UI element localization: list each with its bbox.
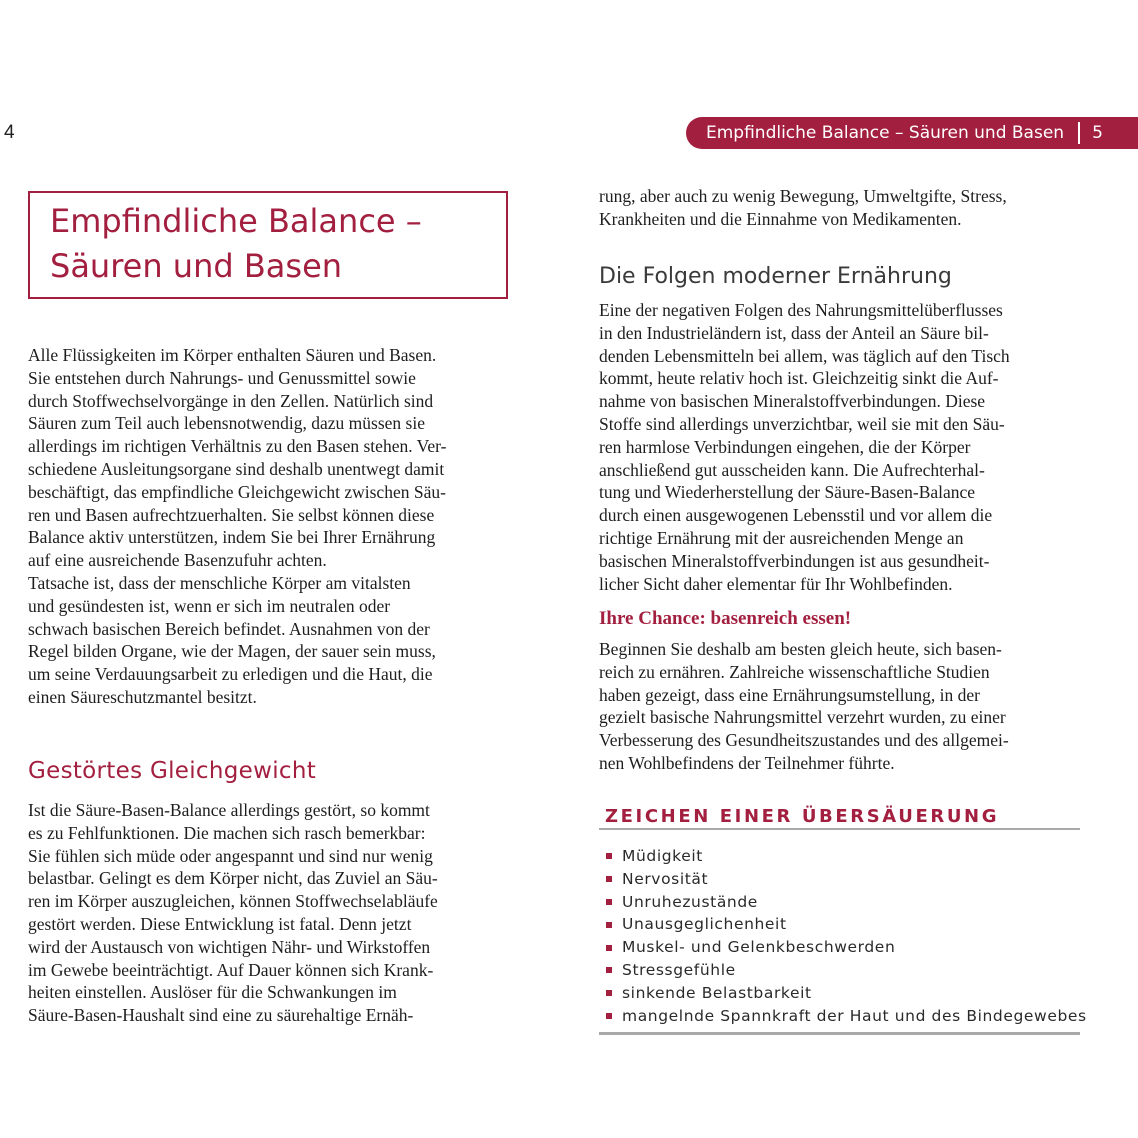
square-bullet-icon xyxy=(606,1013,612,1019)
symptom-box-bottom-rule xyxy=(599,1032,1080,1035)
text-line: ren im Körper auszugleichen, können Stoffwechselabläufe xyxy=(28,891,438,912)
square-bullet-icon xyxy=(606,853,612,859)
text-line: um seine Verdauungsarbeit zu erledigen und die Haut, die xyxy=(28,664,433,685)
text-line: Tatsache ist, dass der menschliche Körper am vitalsten xyxy=(28,572,411,593)
heading-gestoertes-gleichgewicht: Gestörtes Gleichgewicht xyxy=(28,758,317,784)
text-line: in den Industrieländern ist, dass der Anteil an Säure bil- xyxy=(599,322,989,343)
text-line: wird der Austausch von wichtigen Nähr- und Wirkstoffen xyxy=(28,936,431,957)
chapter-title-line: Empfindliche Balance – xyxy=(50,202,422,240)
text-line: Stoffe sind allerdings unverzichtbar, weil sie mit den Säu- xyxy=(599,413,1005,434)
heading-folgen-moderner-ernaehrung: Die Folgen moderner Ernährung xyxy=(599,264,952,289)
list-item xyxy=(606,1005,1087,1028)
text-line: im Gewebe beeinträchtigt. Auf Dauer können sich Krank- xyxy=(28,959,434,980)
text-line: anschließend gut ausscheiden kann. Die Aufrechterhal- xyxy=(599,459,985,480)
list-item xyxy=(606,936,1087,959)
text-line: Beginnen Sie deshalb am besten gleich heute, sich basen- xyxy=(599,639,1002,659)
text-line: schwach basischen Bereich befindet. Ausnahmen von der xyxy=(28,618,430,639)
text-line: nahme von basischen Mineralstoffverbindungen. Diese xyxy=(599,391,986,412)
symptom-box-title: ZEICHEN EINER ÜBERSÄUERUNG xyxy=(605,806,1000,827)
text-line: und gesündesten ist, wenn er sich im neutralen oder xyxy=(28,595,391,616)
list-item xyxy=(606,868,1087,891)
list-item-label: Nervosität xyxy=(622,869,709,888)
list-item-label: Stressgefühle xyxy=(622,960,736,979)
list-item-label: Unausgeglichenheit xyxy=(622,915,787,934)
square-bullet-icon xyxy=(606,945,612,951)
text-line: heiten einstellen. Auslöser für die Schwankungen im xyxy=(28,982,397,1003)
text-line: Verbesserung des Gesundheitszustandes und des allgemei- xyxy=(599,730,1009,751)
text-line: reich zu ernähren. Zahlreiche wissenschaftliche Studien xyxy=(599,661,990,682)
text-line: einen Säureschutzmantel besitzt. xyxy=(28,686,257,707)
list-item-label: sinkende Belastbarkeit xyxy=(622,983,812,1002)
text-line: Regel bilden Organe, wie der Magen, der sauer sein muss, xyxy=(28,641,436,662)
text-line: Sie fühlen sich müde oder angespannt und sind nur wenig xyxy=(28,845,433,866)
text-line: haben gezeigt, dass eine Ernährungsumstellung, in der xyxy=(599,684,981,705)
symptom-box-heading xyxy=(599,806,1080,830)
text-line: allerdings im richtigen Verhältnis zu den Basen stehen. Ver- xyxy=(28,436,447,457)
list-item-label: mangelnde Spannkraft der Haut und des Bindegewebes xyxy=(622,1006,1087,1025)
square-bullet-icon xyxy=(606,876,612,882)
heading-ihre-chance: Ihre Chance: basenreich essen! xyxy=(599,608,852,629)
text-line: richtige Ernährung mit der ausreichenden Menge an xyxy=(599,527,964,548)
text-line: rung, aber auch zu wenig Bewegung, Umweltgifte, Stress, xyxy=(599,186,1007,206)
list-item xyxy=(606,959,1087,982)
chapter-title xyxy=(50,199,422,289)
text-line: ren und Basen aufrechtzuerhalten. Sie selbst können diese xyxy=(28,504,435,525)
text-line: belastbar. Gelingt es dem Körper nicht, das Zuviel an Säu- xyxy=(28,868,438,889)
intro-paragraph xyxy=(28,344,446,709)
continued-paragraph xyxy=(599,185,1007,231)
square-bullet-icon xyxy=(606,967,612,973)
list-item xyxy=(606,845,1087,868)
list-item xyxy=(606,982,1087,1005)
text-line: Ist die Säure-Basen-Balance allerdings gestört, so kommt xyxy=(28,800,430,820)
list-item xyxy=(606,913,1087,936)
running-header-title: Empfindliche Balance – Säuren und Basen xyxy=(706,123,1065,143)
square-bullet-icon xyxy=(606,899,612,905)
paragraph-chance xyxy=(599,638,1009,775)
list-item xyxy=(606,891,1087,914)
square-bullet-icon xyxy=(606,990,612,996)
text-line: licher Sicht daher elementar für Ihr Wohlbefinden. xyxy=(599,573,953,594)
text-line: basischen Mineralstoffverbindungen ist aus gesundheit- xyxy=(599,550,990,571)
text-line: schiedene Ausleitungsorgane sind deshalb unentwegt damit xyxy=(28,458,445,479)
text-line: denden Lebensmitteln bei allem, was täglich auf den Tisch xyxy=(599,345,1010,366)
text-line: kommt, heute relativ hoch ist. Gleichzeitig sinkt die Auf- xyxy=(599,368,999,389)
chapter-title-line: Säuren und Basen xyxy=(50,247,343,285)
paragraph-folgen xyxy=(599,299,1010,595)
list-item-label: Unruhezustände xyxy=(622,892,758,911)
symptom-list xyxy=(606,845,1087,1027)
text-line: Eine der negativen Folgen des Nahrungsmittelüberflusses xyxy=(599,300,1003,320)
list-item-label: Muskel- und Gelenkbeschwerden xyxy=(622,938,896,957)
text-line: ren harmlose Verbindungen eingehen, die der Körper xyxy=(599,436,971,457)
text-line: nen Wohlbefindens der Teilnehmer führte. xyxy=(599,752,895,773)
text-line: auf eine ausreichende Basenzufuhr achten. xyxy=(28,550,327,571)
left-page-number: 4 xyxy=(4,122,15,143)
text-line: Balance aktiv unterstützen, indem Sie bei Ihrer Ernährung xyxy=(28,527,436,548)
header-separator xyxy=(1078,122,1080,144)
running-header xyxy=(686,117,1138,149)
text-line: Säure-Basen-Haushalt sind eine zu säurehaltige Ernäh- xyxy=(28,1005,414,1026)
list-item-label: Müdigkeit xyxy=(622,847,703,865)
paragraph-gleichgewicht xyxy=(28,799,438,1027)
square-bullet-icon xyxy=(606,922,612,928)
text-line: Säuren zum Teil auch lebensnotwendig, dazu müssen sie xyxy=(28,413,425,434)
text-line: Sie entstehen durch Nahrungs- und Genussmittel sowie xyxy=(28,367,416,388)
text-line: durch Stoffwechselvorgänge in den Zellen. Natürlich sind xyxy=(28,390,434,411)
chapter-title-box xyxy=(28,191,508,299)
text-line: gezielt basische Nahrungsmittel verzehrt wurden, zu einer xyxy=(599,707,1006,728)
text-line: gestört werden. Diese Entwicklung ist fatal. Denn jetzt xyxy=(28,913,412,934)
text-line: Krankheiten und die Einnahme von Medikamenten. xyxy=(599,208,962,229)
text-line: durch einen ausgewogenen Lebensstil und vor allem die xyxy=(599,505,993,526)
text-line: Alle Flüssigkeiten im Körper enthalten Säuren und Basen. xyxy=(28,345,437,365)
text-line: tung und Wiederherstellung der Säure-Basen-Balance xyxy=(599,482,976,503)
text-line: es zu Fehlfunktionen. Die machen sich rasch bemerkbar: xyxy=(28,822,426,843)
text-line: beschäftigt, das empfindliche Gleichgewicht zwischen Säu- xyxy=(28,481,446,502)
right-page-number: 5 xyxy=(1092,123,1103,143)
